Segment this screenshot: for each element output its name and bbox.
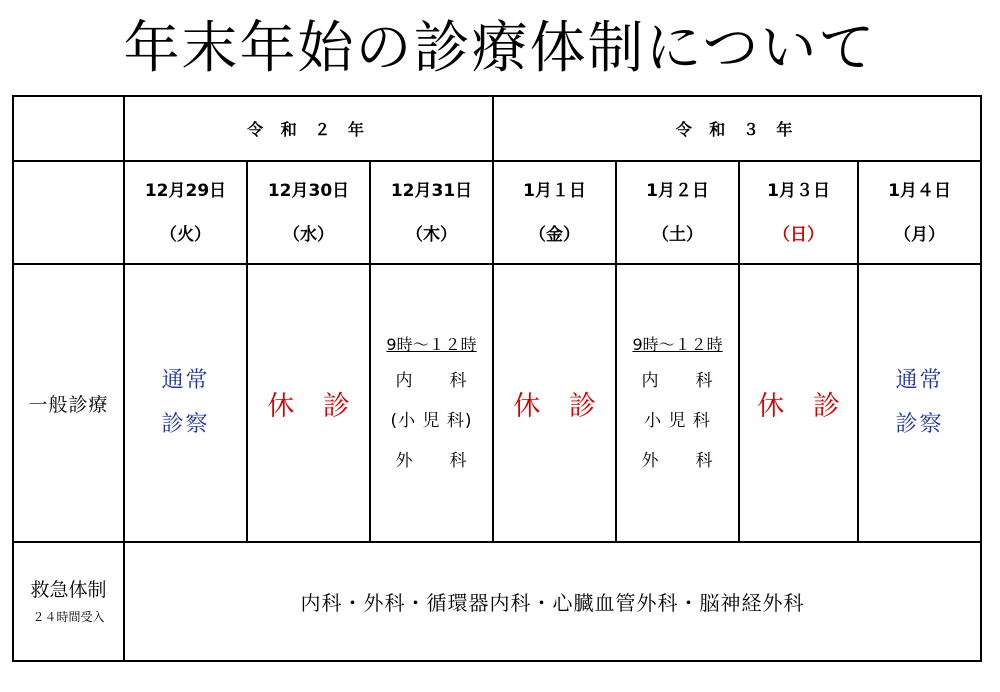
day-of-week: （水） xyxy=(283,224,334,245)
date-text: 1月１日 xyxy=(523,180,586,201)
emergency-sublabel: ２４時間受入 xyxy=(32,609,105,624)
date-cell xyxy=(124,161,247,264)
day-of-week: （金） xyxy=(529,224,581,245)
dept-text: 外 科 xyxy=(641,451,714,471)
date-cell xyxy=(858,161,981,264)
hours-text: 9時～１２時 xyxy=(386,335,477,354)
date-row xyxy=(13,161,981,264)
emergency-row xyxy=(13,542,981,661)
date-cell xyxy=(370,161,493,264)
date-text: 1月２日 xyxy=(646,180,709,201)
date-row-label xyxy=(13,161,124,264)
date-cell xyxy=(616,161,739,264)
normal-care-text: 通常 xyxy=(895,368,944,393)
hours-text: 9時～１２時 xyxy=(632,335,723,354)
dept-text: 小 児 科 xyxy=(644,411,711,431)
emergency-label-cell xyxy=(13,542,124,661)
day-of-week-sunday: （日） xyxy=(773,224,825,245)
emergency-label: 救急体制 xyxy=(30,578,107,601)
partial-care-cell xyxy=(616,264,739,542)
date-cell xyxy=(247,161,370,264)
normal-care-text: 診察 xyxy=(895,412,944,437)
dept-text: 外 科 xyxy=(395,451,468,471)
normal-care-cell xyxy=(124,264,247,542)
closed-text: 休 診 xyxy=(513,390,606,422)
dept-text: (小 児 科) xyxy=(390,411,473,431)
closed-text: 休 診 xyxy=(267,390,360,422)
date-cell xyxy=(493,161,616,264)
partial-care-cell xyxy=(370,264,493,542)
date-text: 1月３日 xyxy=(767,180,830,201)
era-reiwa3: 令 和 ３ 年 xyxy=(493,96,981,161)
corner-cell xyxy=(13,96,124,161)
general-care-label: 一般診療 xyxy=(13,264,124,542)
closed-cell xyxy=(493,264,616,542)
normal-care-cell xyxy=(858,264,981,542)
date-text: 12月29日 xyxy=(144,180,227,201)
day-of-week: （月） xyxy=(894,224,946,245)
normal-care-text: 診察 xyxy=(161,412,210,437)
general-care-row xyxy=(13,264,981,542)
day-of-week: （火） xyxy=(160,224,211,245)
era-reiwa2: 令 和 ２ 年 xyxy=(124,96,493,161)
closed-cell xyxy=(739,264,858,542)
day-of-week: （木） xyxy=(406,224,458,245)
date-text: 12月30日 xyxy=(267,180,350,201)
dept-text: 内 科 xyxy=(641,371,714,391)
era-row xyxy=(13,96,981,161)
page-title: 年末年始の診療体制について xyxy=(123,16,877,81)
date-text: 1月４日 xyxy=(888,180,951,201)
normal-care-text: 通常 xyxy=(161,368,210,393)
date-text: 12月31日 xyxy=(390,180,473,201)
schedule-table xyxy=(12,95,982,662)
closed-text: 休 診 xyxy=(757,390,850,422)
day-of-week: （土） xyxy=(652,224,704,245)
emergency-departments: 内科・外科・循環器内科・心臓血管外科・脳神経外科 xyxy=(124,542,981,661)
date-cell xyxy=(739,161,858,264)
closed-cell xyxy=(247,264,370,542)
dept-text: 内 科 xyxy=(395,371,468,391)
